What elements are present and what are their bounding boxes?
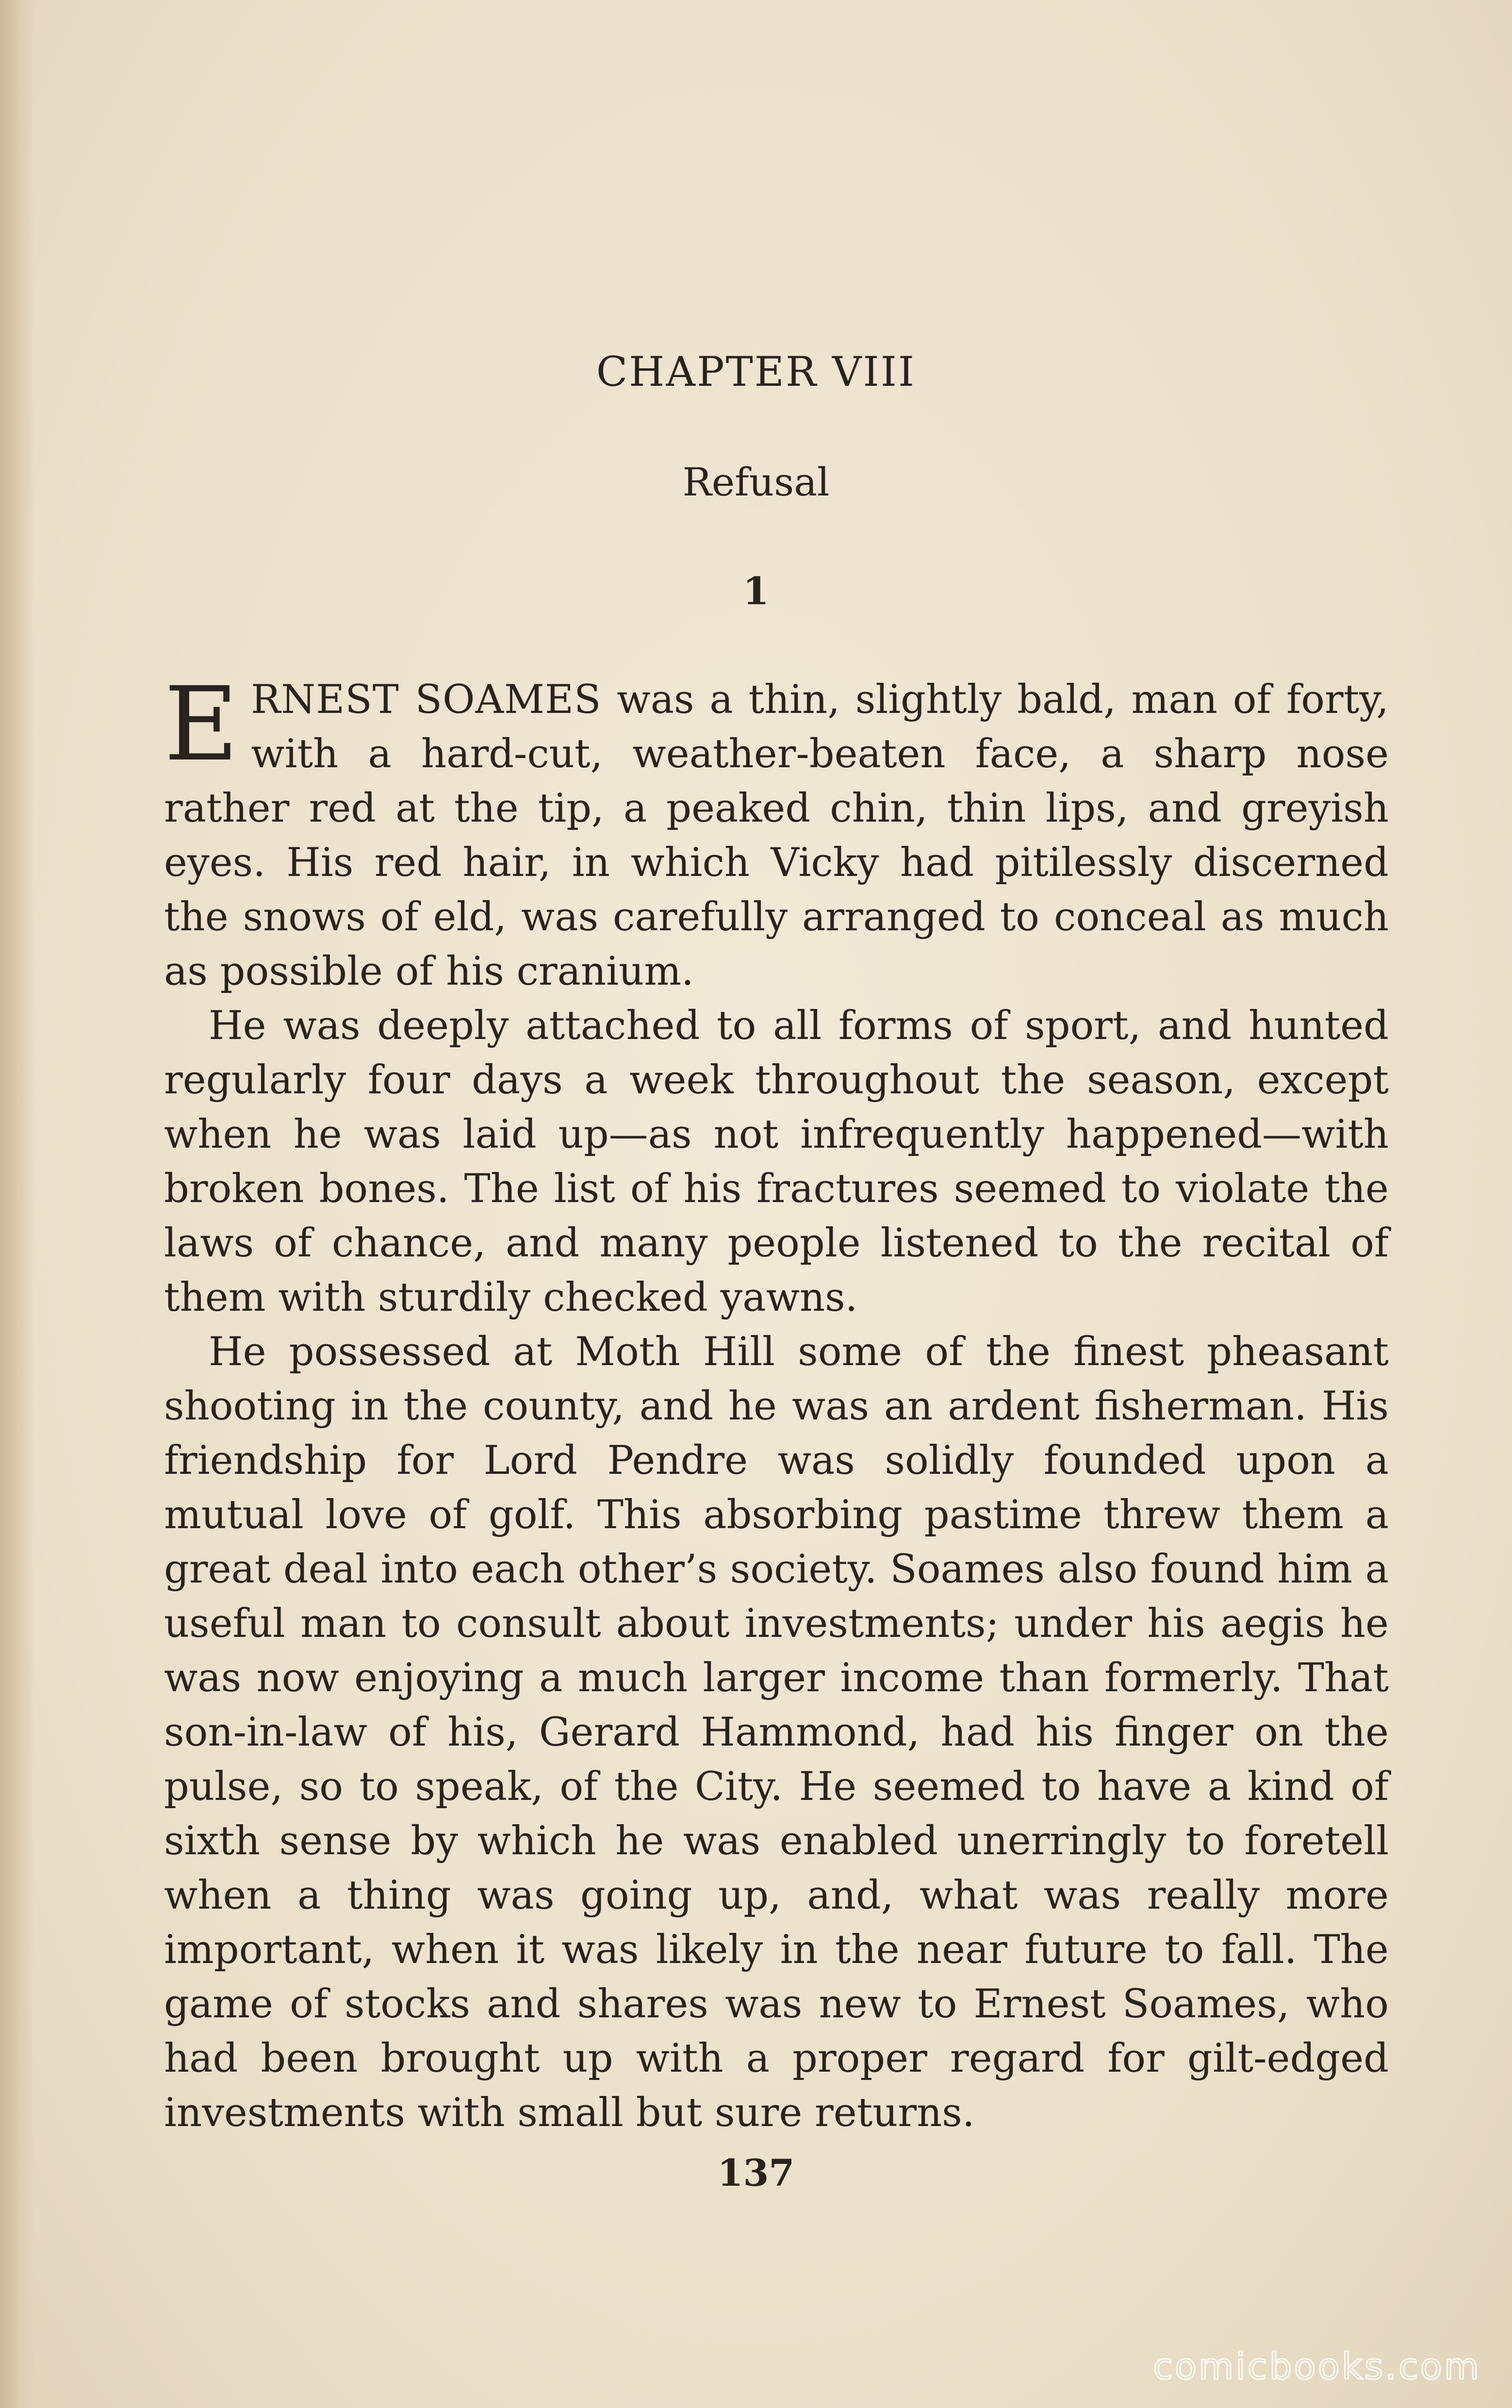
- paragraph-1-text: was a thin, slightly bald, man of forty, with a hard-cut, weather-beaten face, a sharp nose rather red at the tip, a peaked chin, thin lips, and greyish eyes. His red hair, in which Vicky had pitilessly discerned the snows of eld, was carefully arranged to conceal as much as possible of his cranium.: [164, 677, 1389, 994]
- watermark-logo: comicbooks.com: [1153, 2346, 1481, 2388]
- chapter-title: Refusal: [682, 460, 830, 505]
- body-text: [164, 665, 1389, 2140]
- chapter-heading: CHAPTER VIII: [596, 348, 916, 396]
- paragraph-1: [164, 665, 1389, 999]
- paragraph-3: He possessed at Moth Hill some of the finest pheasant shooting in the county, and he was an ardent fisherman. His friendship for Lord Pendre was solidly founded upon a mutual love of golf. This absorbing pastime threw them a great deal into each other’s society. Soames also found him a useful man to consult about investments; under his aegis he was now enjoying a much larger income than formerly. That son-in-law of his, Gerard Hammond, had his finger on the pulse, so to speak, of the City. He seemed to have a kind of sixth sense by which he was enabled unerringly to foretell when a thing was going up, and, what was really more important, when it was likely in the near future to fall. The game of stocks and shares was new to Ernest Soames, who had been brought up with a proper regard for gilt-edged investments with small but sure returns.: [164, 1329, 1389, 2136]
- page-number: 137: [717, 2151, 795, 2194]
- paragraph-2: He was deeply attached to all forms of sport, and hunted regularly four days a week throughout the season, except when he was laid up—as not infrequently happened—with broken bones. The list of his fractures seemed to violate the laws of chance, and many people listened to the recital of them with sturdily checked yawns.: [164, 1003, 1389, 1320]
- section-number: 1: [742, 569, 770, 613]
- lead-in-caps: RNEST SOAMES: [251, 677, 602, 723]
- drop-cap: E: [164, 665, 239, 784]
